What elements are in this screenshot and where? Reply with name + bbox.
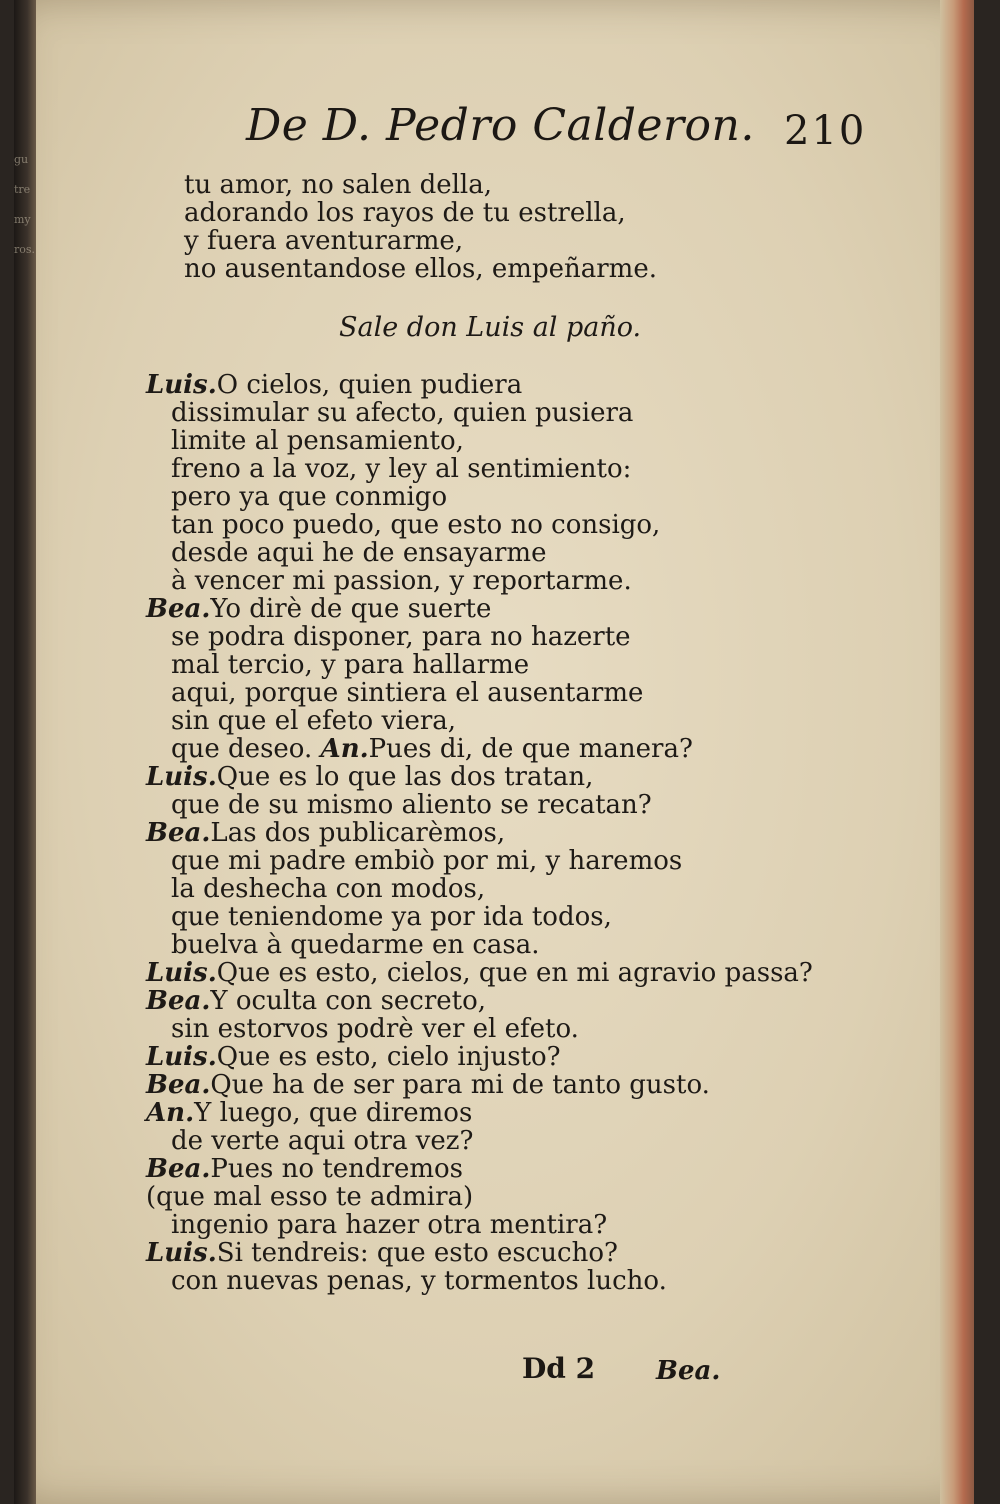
verse-line: no ausentandose ellos, empeñarme. bbox=[184, 254, 657, 284]
verse-line: pero ya que conmigo bbox=[171, 482, 448, 512]
stage-direction: Sale don Luis al paño. bbox=[339, 312, 642, 343]
bleed-fragment: gu bbox=[14, 153, 29, 166]
verse-line: que de su mismo aliento se recatan? bbox=[171, 790, 652, 820]
verse-line: Luis.Que es esto, cielos, que en mi agravio passa? bbox=[146, 958, 813, 988]
verse-line: Bea.Que ha de ser para mi de tanto gusto. bbox=[146, 1070, 710, 1100]
verse-line: de verte aqui otra vez? bbox=[171, 1126, 474, 1156]
verse-line: dissimular su afecto, quien pusiera bbox=[171, 398, 634, 428]
verse-line: ingenio para hazer otra mentira? bbox=[171, 1210, 608, 1240]
signature-mark: Dd 2 bbox=[522, 1352, 596, 1385]
verse-line: freno a la voz, y ley al sentimiento: bbox=[171, 454, 632, 484]
verse-line: que teniendome ya por ida todos, bbox=[171, 902, 612, 932]
verse-line: Luis.Si tendreis: que esto escucho? bbox=[146, 1238, 618, 1268]
bleed-fragment: tre bbox=[14, 183, 31, 196]
page-number: 210 bbox=[784, 108, 867, 154]
speaker-label: Bea. bbox=[146, 986, 211, 1016]
bleed-fragment: ros. bbox=[14, 243, 36, 256]
speaker-label: Luis. bbox=[146, 370, 217, 400]
running-title: De D. Pedro Calderon. bbox=[246, 100, 755, 151]
verse-line: aqui, porque sintiera el ausentarme bbox=[171, 678, 644, 708]
verse-line: Luis.O cielos, quien pudiera bbox=[146, 370, 523, 400]
verse-line: que mi padre embiò por mi, y haremos bbox=[171, 846, 683, 876]
verse-line: adorando los rayos de tu estrella, bbox=[184, 198, 626, 228]
facing-page-bleed-through bbox=[14, 145, 36, 265]
verse-line: Bea.Las dos publicarèmos, bbox=[146, 818, 506, 848]
verse-line: sin estorvos podrè ver el efeto. bbox=[171, 1014, 579, 1044]
verse-line: sin que el efeto viera, bbox=[171, 706, 457, 736]
verse-line: tan poco puedo, que esto no consigo, bbox=[171, 510, 661, 540]
verse-line: Luis.Que es esto, cielo injusto? bbox=[146, 1042, 561, 1072]
verse-line: Bea.Yo dirè de que suerte bbox=[146, 594, 492, 624]
speaker-label: Luis. bbox=[146, 762, 217, 792]
verse-line: que deseo. An.Pues di, de que manera? bbox=[171, 734, 693, 764]
verse-line: à vencer mi passion, y reportarme. bbox=[171, 566, 632, 596]
speaker-label: Luis. bbox=[146, 958, 217, 988]
verse-line: Luis.Que es lo que las dos tratan, bbox=[146, 762, 594, 792]
speaker-label: An. bbox=[146, 1098, 195, 1128]
verse-line: An.Y luego, que diremos bbox=[146, 1098, 473, 1128]
verse-line: tu amor, no salen della, bbox=[184, 170, 493, 200]
verse-line: mal tercio, y para hallarme bbox=[171, 650, 530, 680]
speaker-label: An. bbox=[320, 734, 369, 764]
verse-line: y fuera aventurarme, bbox=[184, 226, 464, 256]
speaker-label: Luis. bbox=[146, 1042, 217, 1072]
verse-line: Bea.Y oculta con secreto, bbox=[146, 986, 487, 1016]
verse-line: limite al pensamiento, bbox=[171, 426, 464, 456]
verse-line: con nuevas penas, y tormentos lucho. bbox=[171, 1266, 667, 1296]
verse-line: desde aqui he de ensayarme bbox=[171, 538, 547, 568]
verse-line: la deshecha con modos, bbox=[171, 874, 486, 904]
page-edge-red bbox=[940, 0, 974, 1504]
verse-line: buelva à quedarme en casa. bbox=[171, 930, 540, 960]
bleed-fragment: my bbox=[14, 213, 31, 226]
speaker-label: Bea. bbox=[146, 594, 211, 624]
verse-line: Bea.Pues no tendremos bbox=[146, 1154, 464, 1184]
verse-line: (que mal esso te admira) bbox=[146, 1182, 474, 1212]
catchword: Bea. bbox=[656, 1356, 721, 1386]
book-page bbox=[14, 0, 974, 1504]
speaker-label: Bea. bbox=[146, 818, 211, 848]
speaker-label: Luis. bbox=[146, 1238, 217, 1268]
speaker-label: Bea. bbox=[146, 1154, 211, 1184]
speaker-label: Bea. bbox=[146, 1070, 211, 1100]
verse-line: se podra disponer, para no hazerte bbox=[171, 622, 631, 652]
